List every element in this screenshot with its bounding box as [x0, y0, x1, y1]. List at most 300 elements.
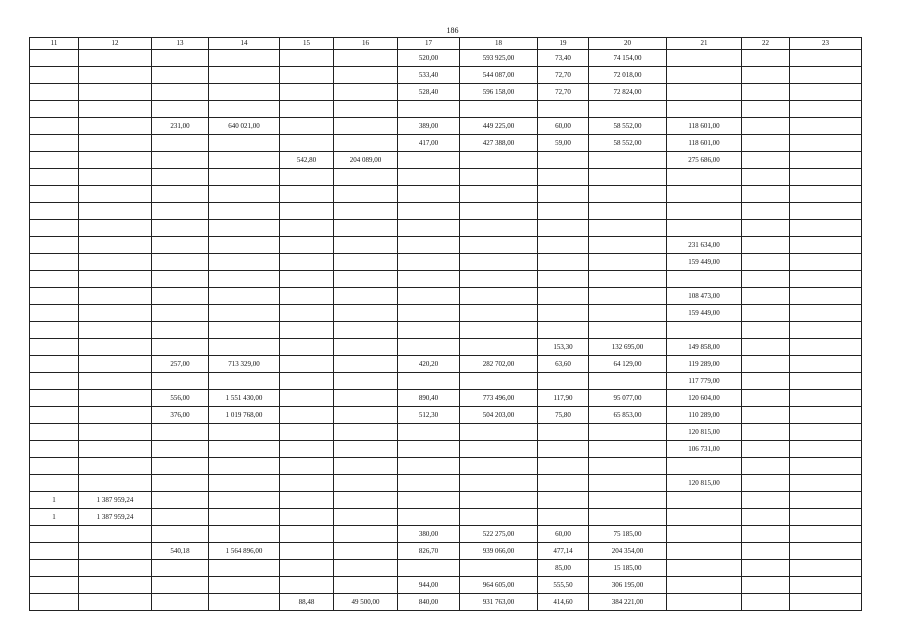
table-cell [667, 271, 742, 288]
table-cell [280, 135, 334, 152]
table-cell [209, 577, 280, 594]
table-cell: 504 203,00 [460, 407, 538, 424]
table-cell: 306 195,00 [589, 577, 667, 594]
table-cell [209, 424, 280, 441]
table-cell [667, 101, 742, 118]
table-row [30, 203, 862, 220]
table-cell: 65 853,00 [589, 407, 667, 424]
table-cell [30, 254, 79, 271]
table-row [30, 220, 862, 237]
table-cell [79, 84, 152, 101]
table-cell [152, 492, 209, 509]
table-cell [589, 322, 667, 339]
table-cell [30, 271, 79, 288]
table-cell: 159 449,00 [667, 254, 742, 271]
table-cell [79, 560, 152, 577]
table-cell [589, 169, 667, 186]
table-cell: 542,80 [280, 152, 334, 169]
table-cell [30, 458, 79, 475]
table-cell [280, 458, 334, 475]
table-cell [30, 339, 79, 356]
table-cell [280, 577, 334, 594]
table-cell [79, 526, 152, 543]
table-cell [209, 101, 280, 118]
table-row [30, 271, 862, 288]
table-cell: 840,00 [398, 594, 460, 611]
table-cell: 159 449,00 [667, 305, 742, 322]
table-cell: 275 686,00 [667, 152, 742, 169]
table-cell: 528,40 [398, 84, 460, 101]
table-row [30, 526, 862, 543]
table-cell [742, 203, 790, 220]
table-cell [790, 356, 862, 373]
table-cell [398, 560, 460, 577]
table-cell [79, 203, 152, 220]
table-cell: 449 225,00 [460, 118, 538, 135]
table-cell [209, 594, 280, 611]
table-cell [667, 203, 742, 220]
table-cell [460, 186, 538, 203]
table-cell [30, 373, 79, 390]
table-cell [152, 305, 209, 322]
table-cell [209, 169, 280, 186]
table-cell: 95 077,00 [589, 390, 667, 407]
table-cell [742, 458, 790, 475]
table-cell [790, 424, 862, 441]
table-cell: 540,18 [152, 543, 209, 560]
table-cell: 108 473,00 [667, 288, 742, 305]
table-cell [398, 220, 460, 237]
table-cell: 420,20 [398, 356, 460, 373]
table-cell [280, 509, 334, 526]
table-cell [790, 458, 862, 475]
table-cell [742, 305, 790, 322]
table-cell [30, 594, 79, 611]
table-cell: 1 387 959,24 [79, 492, 152, 509]
table-cell [667, 322, 742, 339]
table-cell [79, 390, 152, 407]
table-cell [209, 84, 280, 101]
table-cell: 117 779,00 [667, 373, 742, 390]
table-cell [280, 118, 334, 135]
table-cell [30, 50, 79, 67]
table-cell [742, 424, 790, 441]
column-header: 15 [280, 38, 334, 50]
table-cell: 75,80 [538, 407, 589, 424]
table-cell [79, 50, 152, 67]
table-cell: 72 018,00 [589, 67, 667, 84]
table-cell: 555,50 [538, 577, 589, 594]
table-cell: 59,00 [538, 135, 589, 152]
table-cell [538, 152, 589, 169]
table-cell: 49 500,00 [334, 594, 398, 611]
table-cell: 117,90 [538, 390, 589, 407]
table-cell [152, 594, 209, 611]
table-cell [790, 186, 862, 203]
table-cell [460, 441, 538, 458]
table-cell [398, 424, 460, 441]
table-cell: 964 605,00 [460, 577, 538, 594]
table-cell [589, 237, 667, 254]
table-cell [398, 254, 460, 271]
table-cell [280, 169, 334, 186]
table-cell [30, 135, 79, 152]
table-cell [79, 118, 152, 135]
column-header: 14 [209, 38, 280, 50]
table-cell [742, 543, 790, 560]
table-cell [152, 186, 209, 203]
table-cell [334, 220, 398, 237]
table-cell [152, 67, 209, 84]
column-header: 13 [152, 38, 209, 50]
table-cell [209, 288, 280, 305]
table-cell [280, 356, 334, 373]
table-cell [460, 305, 538, 322]
table-cell [79, 373, 152, 390]
column-header: 18 [460, 38, 538, 50]
table-cell [79, 322, 152, 339]
table-cell: 1 [30, 509, 79, 526]
table-cell [209, 492, 280, 509]
table-cell [152, 577, 209, 594]
table-cell [790, 441, 862, 458]
table-cell [30, 152, 79, 169]
table-cell [79, 135, 152, 152]
table-cell [742, 237, 790, 254]
table-cell [742, 339, 790, 356]
table-cell: 64 129,00 [589, 356, 667, 373]
table-cell [152, 254, 209, 271]
table-cell [209, 322, 280, 339]
table-cell [30, 203, 79, 220]
table-cell [30, 169, 79, 186]
table-cell [209, 271, 280, 288]
table-cell [30, 424, 79, 441]
table-cell [398, 441, 460, 458]
table-cell: 931 763,00 [460, 594, 538, 611]
table-cell [398, 237, 460, 254]
table-cell [209, 152, 280, 169]
table-cell: 85,00 [538, 560, 589, 577]
table-cell [589, 475, 667, 492]
table-cell: 75 185,00 [589, 526, 667, 543]
table-cell [460, 373, 538, 390]
table-cell [742, 356, 790, 373]
table-cell: 417,00 [398, 135, 460, 152]
table-cell [790, 237, 862, 254]
table-cell [334, 560, 398, 577]
table-cell [538, 509, 589, 526]
table-cell [334, 509, 398, 526]
table-cell [398, 288, 460, 305]
table-row [30, 305, 862, 322]
table-cell [30, 356, 79, 373]
table-cell [742, 220, 790, 237]
table-cell: 231 634,00 [667, 237, 742, 254]
table-cell: 204 354,00 [589, 543, 667, 560]
table-row [30, 50, 862, 67]
table-cell: 522 275,00 [460, 526, 538, 543]
table-row [30, 356, 862, 373]
column-header: 11 [30, 38, 79, 50]
table-cell [280, 475, 334, 492]
table-cell [538, 288, 589, 305]
table-row [30, 322, 862, 339]
table-cell [30, 390, 79, 407]
table-row [30, 67, 862, 84]
table-cell [152, 424, 209, 441]
table-cell [742, 373, 790, 390]
table-cell: 1 551 430,00 [209, 390, 280, 407]
table-cell [398, 373, 460, 390]
table-cell [790, 305, 862, 322]
table-cell [209, 526, 280, 543]
table-cell [538, 237, 589, 254]
table-cell [334, 50, 398, 67]
table-cell [334, 186, 398, 203]
table-cell [280, 67, 334, 84]
table-cell [334, 390, 398, 407]
table-cell [209, 339, 280, 356]
table-cell [460, 424, 538, 441]
table-cell [589, 152, 667, 169]
table-cell [79, 220, 152, 237]
table-row [30, 101, 862, 118]
table-cell [79, 458, 152, 475]
table-cell [152, 560, 209, 577]
table-cell: 58 552,00 [589, 135, 667, 152]
table-row [30, 135, 862, 152]
table-row [30, 390, 862, 407]
table-cell [79, 543, 152, 560]
table-cell [790, 509, 862, 526]
table-cell: 939 066,00 [460, 543, 538, 560]
table-cell [460, 152, 538, 169]
table-cell [790, 254, 862, 271]
table-cell [790, 390, 862, 407]
table-cell [790, 492, 862, 509]
table-cell [79, 407, 152, 424]
table-cell [79, 186, 152, 203]
table-cell [79, 67, 152, 84]
table-cell [790, 152, 862, 169]
table-cell: 106 731,00 [667, 441, 742, 458]
table-cell: 153,30 [538, 339, 589, 356]
column-header: 20 [589, 38, 667, 50]
table-cell [538, 458, 589, 475]
table-cell [742, 186, 790, 203]
table-cell [460, 220, 538, 237]
table-cell [667, 84, 742, 101]
table-cell: 231,00 [152, 118, 209, 135]
table-cell [30, 67, 79, 84]
table-cell: 282 702,00 [460, 356, 538, 373]
table-cell [398, 271, 460, 288]
table-cell: 119 289,00 [667, 356, 742, 373]
table-cell [667, 543, 742, 560]
table-cell [538, 475, 589, 492]
table-cell [152, 152, 209, 169]
table-cell [30, 305, 79, 322]
table-cell [334, 305, 398, 322]
table-cell [152, 288, 209, 305]
table-cell [334, 237, 398, 254]
table-cell: 1 [30, 492, 79, 509]
table-cell [398, 458, 460, 475]
table-cell [79, 254, 152, 271]
table-cell [334, 475, 398, 492]
table-cell [334, 543, 398, 560]
table-cell [79, 424, 152, 441]
table-cell [152, 135, 209, 152]
table-cell [742, 152, 790, 169]
table-cell [742, 594, 790, 611]
table-cell [790, 84, 862, 101]
table-cell [30, 186, 79, 203]
table-cell [280, 186, 334, 203]
table-cell [790, 288, 862, 305]
table-cell [280, 50, 334, 67]
table-cell [334, 339, 398, 356]
table-cell [398, 339, 460, 356]
table-cell: 1 387 959,24 [79, 509, 152, 526]
table-cell [589, 305, 667, 322]
table-row [30, 509, 862, 526]
column-header: 12 [79, 38, 152, 50]
table-cell [280, 237, 334, 254]
table-cell [30, 220, 79, 237]
table-cell [152, 441, 209, 458]
table-cell: 533,40 [398, 67, 460, 84]
table-cell [79, 356, 152, 373]
table-cell [742, 118, 790, 135]
table-cell [460, 475, 538, 492]
table-cell [790, 50, 862, 67]
table-cell [667, 594, 742, 611]
table-row [30, 424, 862, 441]
table-cell [30, 560, 79, 577]
table-row [30, 152, 862, 169]
table-cell [589, 271, 667, 288]
table-cell [398, 509, 460, 526]
table-cell [209, 67, 280, 84]
table-cell [667, 458, 742, 475]
table-cell [790, 169, 862, 186]
table-cell [538, 101, 589, 118]
table-cell [538, 492, 589, 509]
table-cell [398, 492, 460, 509]
table-cell [334, 254, 398, 271]
table-cell [334, 526, 398, 543]
table-cell [667, 560, 742, 577]
table-cell [30, 475, 79, 492]
table-cell [538, 169, 589, 186]
table-cell [280, 271, 334, 288]
table-cell [79, 339, 152, 356]
table-cell [280, 203, 334, 220]
table-cell [538, 254, 589, 271]
table-cell: 63,60 [538, 356, 589, 373]
table-row [30, 237, 862, 254]
table-cell [398, 186, 460, 203]
table-cell [152, 50, 209, 67]
table-cell [398, 305, 460, 322]
table-cell: 1 564 896,00 [209, 543, 280, 560]
table-cell [209, 254, 280, 271]
table-cell [152, 101, 209, 118]
table-cell: 773 496,00 [460, 390, 538, 407]
column-header: 22 [742, 38, 790, 50]
table-cell [334, 118, 398, 135]
table-cell [742, 101, 790, 118]
table-cell [667, 50, 742, 67]
table-cell: 60,00 [538, 118, 589, 135]
table-cell [589, 509, 667, 526]
table-cell [280, 441, 334, 458]
table-cell [742, 441, 790, 458]
page-number: 186 [446, 26, 459, 35]
table-cell [398, 152, 460, 169]
column-header: 23 [790, 38, 862, 50]
table-row [30, 475, 862, 492]
table-cell [79, 305, 152, 322]
table-cell [280, 101, 334, 118]
table-cell [280, 543, 334, 560]
table-cell: 58 552,00 [589, 118, 667, 135]
table-row [30, 577, 862, 594]
table-cell: 713 329,00 [209, 356, 280, 373]
table-cell: 512,30 [398, 407, 460, 424]
table-cell [742, 322, 790, 339]
table-row [30, 186, 862, 203]
table-cell [398, 169, 460, 186]
table-cell [152, 526, 209, 543]
table-cell [589, 186, 667, 203]
table-cell [152, 84, 209, 101]
table-cell [667, 509, 742, 526]
table-cell [30, 288, 79, 305]
table-cell [589, 441, 667, 458]
table-cell [667, 169, 742, 186]
table-cell [334, 101, 398, 118]
table-cell [334, 288, 398, 305]
table-cell [742, 271, 790, 288]
column-header: 21 [667, 38, 742, 50]
table-cell [790, 135, 862, 152]
table-cell [334, 373, 398, 390]
table-cell: 120 815,00 [667, 424, 742, 441]
table-cell [30, 322, 79, 339]
table-cell: 204 089,00 [334, 152, 398, 169]
table-cell [538, 424, 589, 441]
table-cell: 593 925,00 [460, 50, 538, 67]
table-cell [30, 118, 79, 135]
table-cell: 72 824,00 [589, 84, 667, 101]
table-cell [742, 509, 790, 526]
table-cell [209, 509, 280, 526]
table-cell [334, 356, 398, 373]
table-cell [460, 237, 538, 254]
table-cell [152, 203, 209, 220]
table-cell [742, 288, 790, 305]
table-cell: 72,70 [538, 67, 589, 84]
table-row [30, 254, 862, 271]
table-cell [742, 407, 790, 424]
header-row [30, 38, 862, 50]
table-cell [334, 492, 398, 509]
table-cell [79, 152, 152, 169]
table-cell [742, 390, 790, 407]
